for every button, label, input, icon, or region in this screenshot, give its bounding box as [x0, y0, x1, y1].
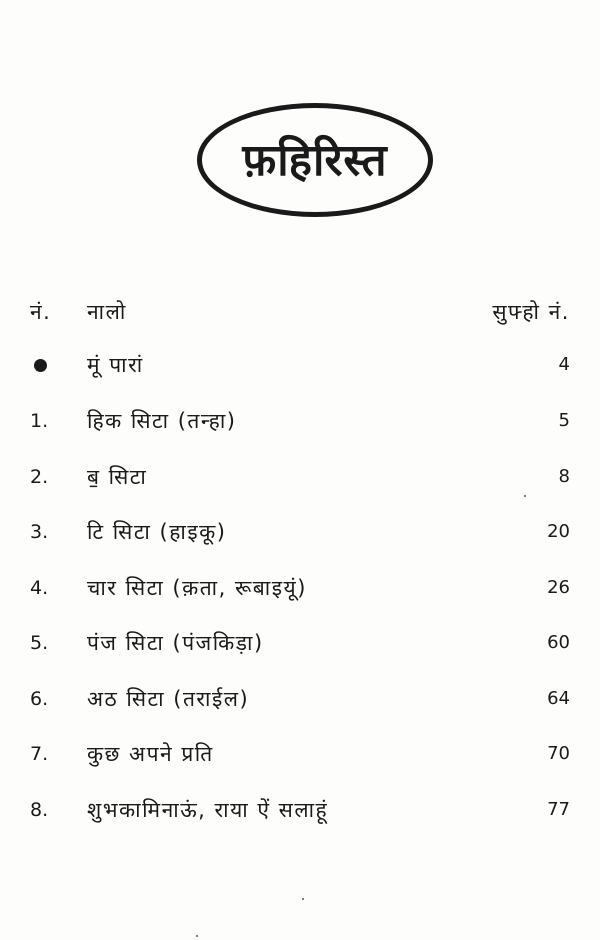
entry-title: मूं पारां — [87, 353, 144, 377]
entry-page: 8 — [558, 466, 570, 487]
page-title: फ़हिरिस्त — [242, 135, 388, 186]
entry-title: ब॒ सिटा — [87, 465, 148, 489]
header-number: नं. — [30, 300, 52, 324]
paper-speck — [196, 935, 198, 937]
toc-entry — [0, 512, 600, 552]
entry-title: कुछ अपने प्रति — [87, 742, 214, 766]
entry-page: 20 — [547, 521, 570, 542]
entry-page: 64 — [547, 688, 570, 709]
bullet-icon — [34, 359, 47, 372]
entry-page: 77 — [547, 799, 570, 820]
paper-speck — [302, 898, 304, 900]
entry-number: 5. — [30, 632, 49, 654]
toc-entry — [0, 734, 600, 774]
entry-page: 4 — [558, 354, 570, 375]
toc-entry — [0, 345, 600, 385]
entry-number: 8. — [30, 799, 49, 821]
toc-entry — [0, 679, 600, 719]
toc-entry — [0, 568, 600, 608]
entry-page: 70 — [547, 743, 570, 764]
entry-number: 2. — [30, 466, 49, 488]
toc-header — [0, 292, 600, 332]
entry-number: 7. — [30, 743, 49, 765]
header-page: सुफ्हो नं. — [492, 300, 570, 324]
toc-entry — [0, 623, 600, 663]
toc-entry — [0, 790, 600, 830]
entry-title: हिक सिटा (तन्हा) — [87, 409, 237, 433]
title-oval — [197, 103, 433, 217]
entry-page: 26 — [547, 577, 570, 598]
toc-entry — [0, 401, 600, 441]
entry-title: टि सिटा (हाइकू) — [87, 520, 227, 544]
entry-title: शुभकामिनाऊं, राया ऐं सलाहूं — [87, 798, 329, 822]
entry-title: पंज सिटा (पंजकिड़ा) — [87, 631, 264, 655]
entry-number: 1. — [30, 410, 49, 432]
entry-title: अठ सिटा (तराईल) — [87, 687, 250, 711]
entry-number: 4. — [30, 577, 49, 599]
entry-page: 5 — [558, 410, 570, 431]
entry-title: चार सिटा (क़ता, रूबाइयूं) — [87, 576, 307, 600]
entry-number: 6. — [30, 688, 49, 710]
toc-entry — [0, 457, 600, 497]
entry-number: 3. — [30, 521, 49, 543]
header-name: नालो — [87, 300, 127, 324]
paper-speck — [524, 495, 526, 497]
entry-page: 60 — [547, 632, 570, 653]
